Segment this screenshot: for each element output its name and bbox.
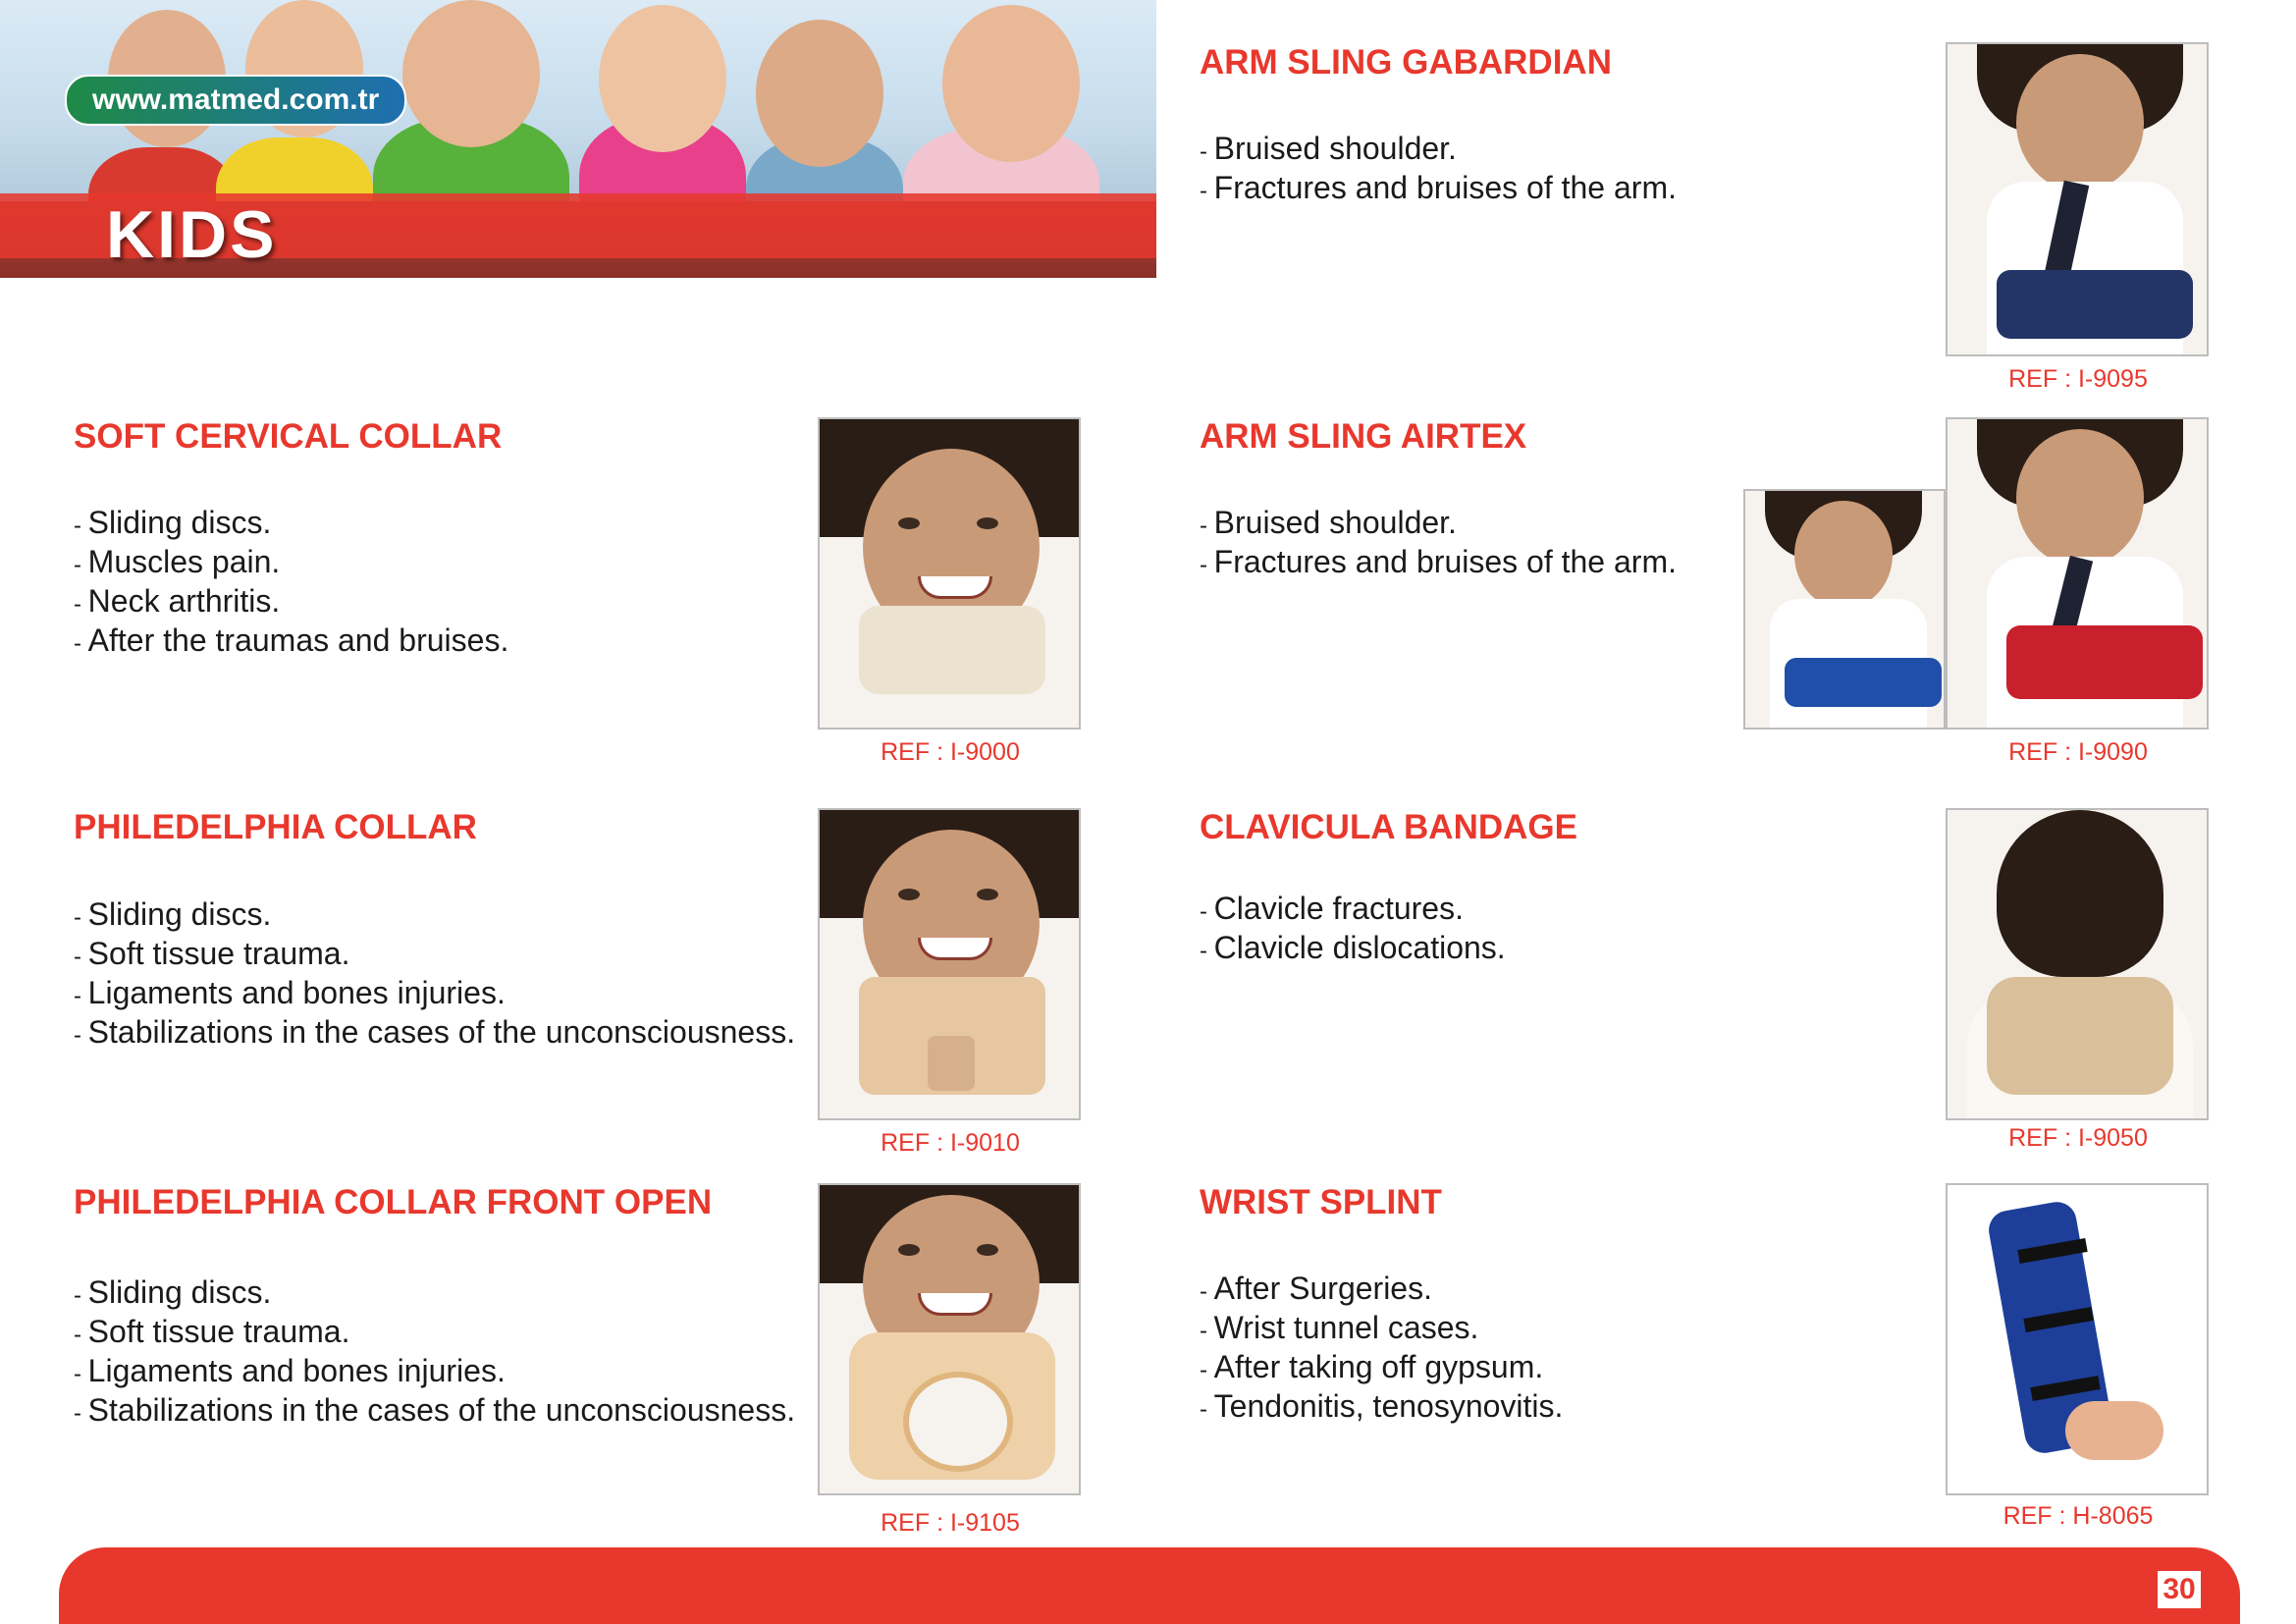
ref-code-i-9010: REF : I-9010 (881, 1129, 1020, 1157)
product-title-arm-sling-gabardian: ARM SLING GABARDIAN (1200, 43, 1612, 81)
list-item: - Sliding discs. (74, 1272, 795, 1312)
list-item: - Ligaments and bones injuries. (74, 1351, 795, 1390)
product-photo-philedelphia-collar-front-open (818, 1183, 1081, 1495)
child-figure (402, 0, 540, 147)
list-item: - Bruised shoulder. (1200, 503, 1677, 542)
list-item: - Tendonitis, tenosynovitis. (1200, 1386, 1563, 1426)
section-title: KIDS (106, 197, 278, 272)
list-item: - Clavicle dislocations. (1200, 928, 1506, 967)
list-item: - After taking off gypsum. (1200, 1347, 1563, 1386)
list-item: - After the traumas and bruises. (74, 621, 508, 660)
product-photo-arm-sling-airtex-red (1946, 417, 2209, 730)
ref-code-i-9105: REF : I-9105 (881, 1509, 1020, 1537)
kids-banner (0, 0, 1156, 278)
list-item: - Muscles pain. (74, 542, 508, 581)
list-item: - Ligaments and bones injuries. (74, 973, 795, 1012)
list-item: - Clavicle fractures. (1200, 889, 1506, 928)
list-item: - Stabilizations in the cases of the unconsciousness. (74, 1390, 795, 1430)
product-photo-philedelphia-collar (818, 808, 1081, 1120)
footer-bar (59, 1547, 2240, 1624)
ref-code-i-9000: REF : I-9000 (881, 738, 1020, 766)
product-title-soft-cervical-collar: SOFT CERVICAL COLLAR (74, 417, 503, 456)
ref-code-h-8065: REF : H-8065 (2002, 1502, 2154, 1530)
product-photo-arm-sling-airtex-blue (1743, 489, 1946, 730)
list-item: - Stabilizations in the cases of the unconsciousness. (74, 1012, 795, 1052)
list-item: - Fractures and bruises of the arm. (1200, 542, 1677, 581)
list-item: - Fractures and bruises of the arm. (1200, 168, 1677, 207)
page-number: 30 (2158, 1571, 2201, 1608)
list-item: - Bruised shoulder. (1200, 129, 1677, 168)
list-item: - Sliding discs. (74, 503, 508, 542)
product-title-arm-sling-airtex: ARM SLING AIRTEX (1200, 417, 1527, 456)
product-title-clavicula-bandage: CLAVICULA BANDAGE (1200, 808, 1577, 846)
ref-code-i-9090: REF : I-9090 (2008, 738, 2148, 766)
product-photo-wrist-splint (1946, 1183, 2209, 1495)
bullet-list-wrist-splint (1200, 1269, 1563, 1426)
product-title-wrist-splint: WRIST SPLINT (1200, 1183, 1442, 1221)
ref-code-i-9095: REF : I-9095 (2008, 365, 2148, 393)
bullet-list-arm-sling-airtex (1200, 503, 1677, 581)
product-title-philedelphia-collar: PHILEDELPHIA COLLAR (74, 808, 477, 846)
list-item: - Wrist tunnel cases. (1200, 1308, 1563, 1347)
list-item: - Soft tissue trauma. (74, 934, 795, 973)
product-photo-soft-cervical-collar (818, 417, 1081, 730)
list-item: - After Surgeries. (1200, 1269, 1563, 1308)
website-url[interactable]: www.matmed.com.tr (65, 75, 406, 126)
ref-code-i-9050: REF : I-9050 (2008, 1124, 2148, 1152)
product-title-philedelphia-collar-front-open: PHILEDELPHIA COLLAR FRONT OPEN (74, 1183, 713, 1221)
child-figure (599, 5, 726, 152)
list-item: - Soft tissue trauma. (74, 1312, 795, 1351)
child-figure (756, 20, 883, 167)
list-item: - Neck arthritis. (74, 581, 508, 621)
bullet-list-arm-sling-gabardian (1200, 129, 1677, 207)
child-figure (942, 5, 1080, 162)
bullet-list-clavicula-bandage (1200, 889, 1506, 967)
product-photo-clavicula-bandage (1946, 808, 2209, 1120)
bullet-list-soft-cervical-collar (74, 503, 508, 660)
bullet-list-philedelphia-collar-front-open (74, 1272, 795, 1430)
list-item: - Sliding discs. (74, 894, 795, 934)
product-photo-arm-sling-gabardian (1946, 42, 2209, 356)
bullet-list-philedelphia-collar (74, 894, 795, 1052)
